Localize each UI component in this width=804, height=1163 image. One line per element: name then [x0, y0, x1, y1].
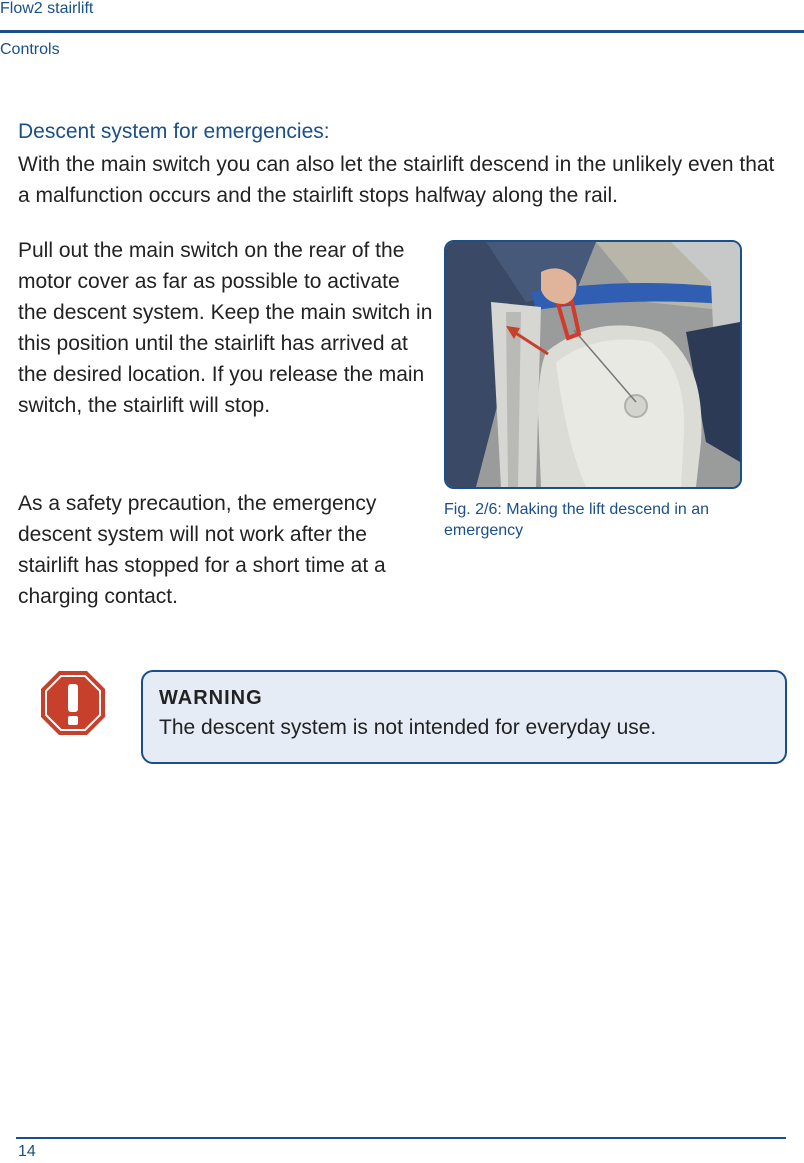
- footer-divider: [16, 1137, 786, 1139]
- header-divider: [0, 30, 804, 33]
- safety-paragraph: As a safety precaution, the emergency descent system will not work after the stairlift has stopped for a short time at a charging contact.: [18, 492, 386, 608]
- page-number: 14: [18, 1143, 36, 1160]
- section-heading: Descent system for emergencies:: [18, 120, 330, 143]
- figure-caption: Fig. 2/6: Making the lift descend in an emergency: [444, 501, 710, 539]
- instruction-paragraph: Pull out the main switch on the rear of the motor cover as far as possible to activate the descent system. Keep the main switch in this position until the stairlift has arrived at the desired location. If you release the main switch, the stairlift will stop.: [18, 239, 433, 417]
- warning-title: WARNING: [159, 687, 263, 709]
- exclamation-octagon-icon: [40, 670, 106, 736]
- warning-text: The descent system is not intended for everyday use.: [159, 716, 657, 739]
- section-name: Controls: [0, 41, 60, 58]
- document-title: Flow2 stairlift: [0, 0, 94, 17]
- warning-box: [141, 670, 787, 764]
- intro-paragraph: With the main switch you can also let the stairlift descend in the unlikely even that a malfunction occurs and the stairlift stops halfway along the rail.: [18, 153, 775, 207]
- stairlift-photo: [444, 240, 742, 489]
